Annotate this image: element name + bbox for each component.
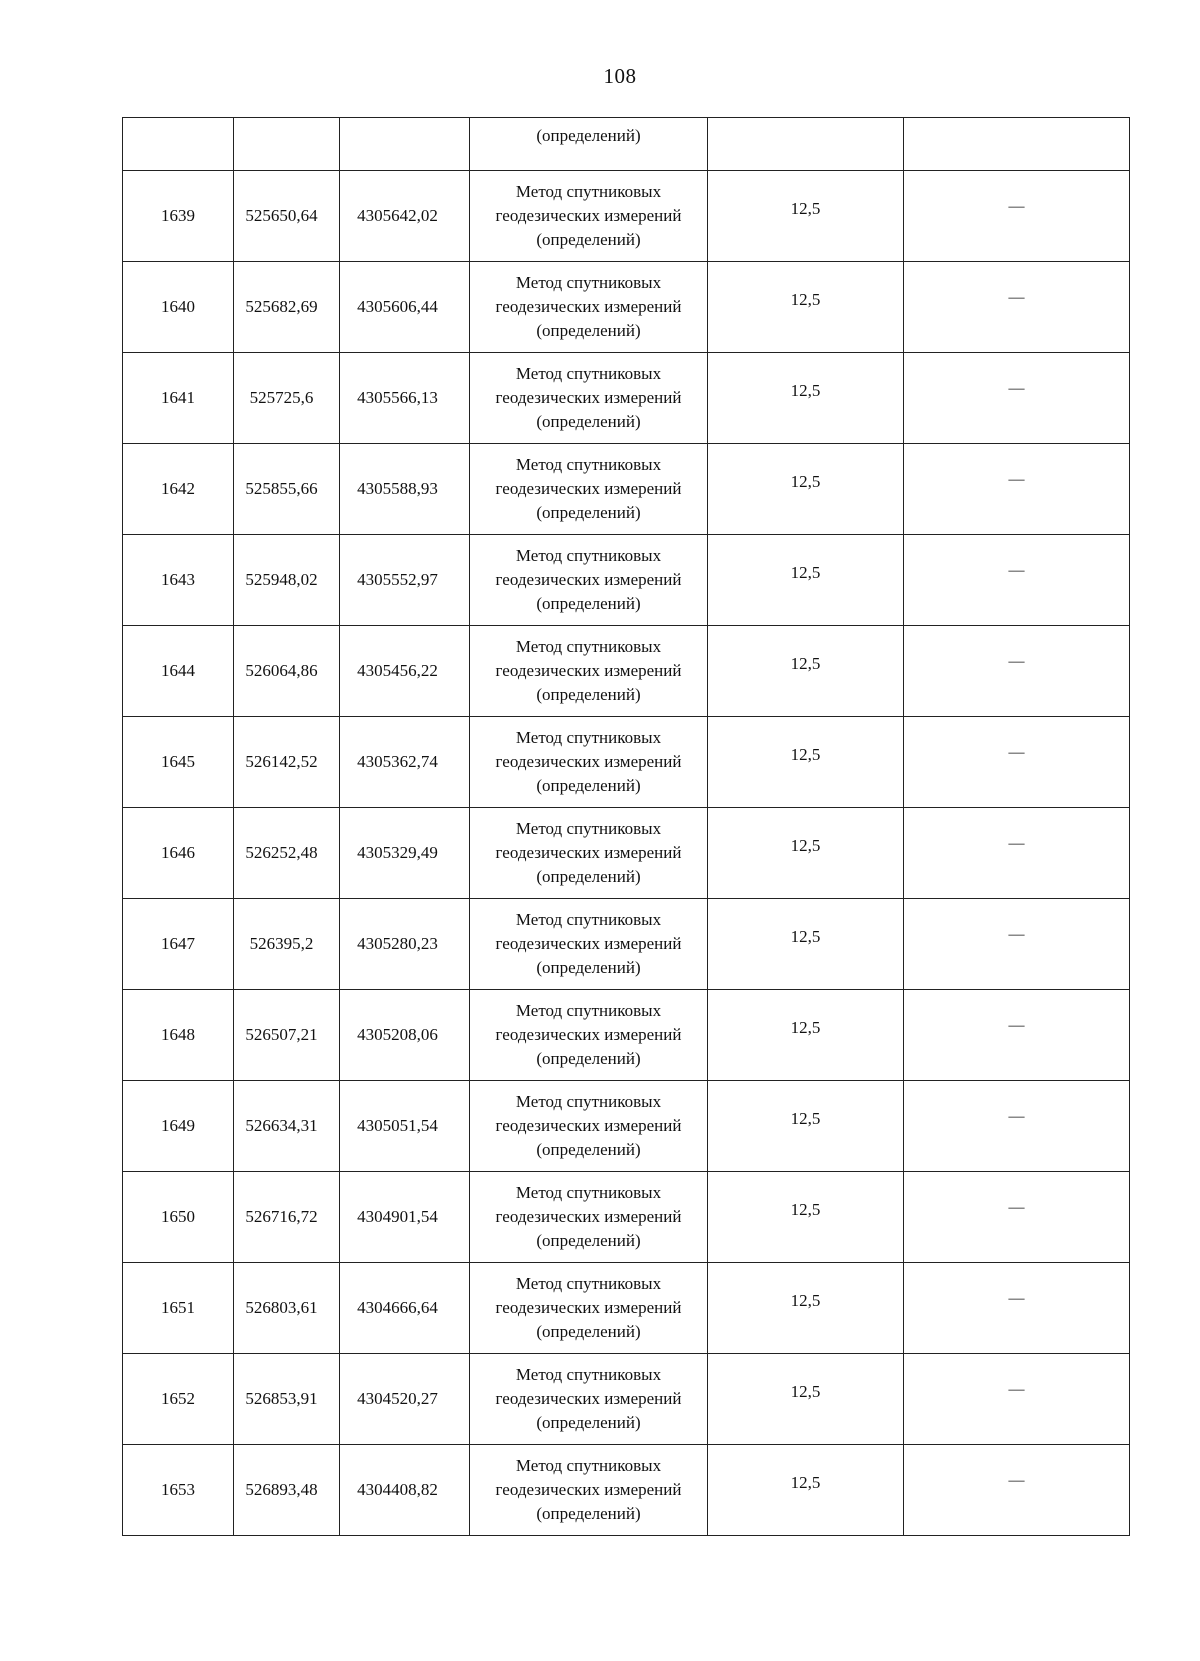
- note-dash: —: [1008, 926, 1025, 943]
- point-number: 1640: [123, 262, 234, 353]
- note-dash: —: [1008, 471, 1025, 488]
- note-value: [904, 171, 1130, 262]
- note-value: [904, 535, 1130, 626]
- method-line: (определений): [536, 321, 641, 340]
- point-number: 1652: [123, 1354, 234, 1445]
- table-row: [123, 717, 1130, 808]
- point-number: 1649: [123, 1081, 234, 1172]
- note-value: [904, 808, 1130, 899]
- method-line: Метод спутниковых: [515, 728, 662, 747]
- coordinate-y: 4305329,49: [340, 808, 470, 899]
- method-line: геодезических измерений: [495, 206, 682, 225]
- note-dash: —: [1008, 380, 1025, 397]
- cell-accuracy: [708, 118, 904, 171]
- method-line: геодезических измерений: [495, 661, 682, 680]
- method-description: [470, 626, 708, 717]
- coordinate-x: 526634,31: [234, 1081, 340, 1172]
- method-line: (определений): [536, 1140, 641, 1159]
- method-line: (определений): [536, 230, 641, 249]
- method-line: Метод спутниковых: [515, 364, 662, 383]
- note-dash: —: [1008, 1381, 1025, 1398]
- coordinate-y: 4305566,13: [340, 353, 470, 444]
- accuracy-value: [708, 444, 904, 535]
- method-description: [470, 535, 708, 626]
- table-row: [123, 262, 1130, 353]
- method-line: Метод спутниковых: [515, 1365, 662, 1384]
- table-row: [123, 1263, 1130, 1354]
- method-line: (определений): [536, 1413, 641, 1432]
- point-number: 1650: [123, 1172, 234, 1263]
- method-description: [470, 353, 708, 444]
- note-dash: —: [1008, 653, 1025, 670]
- accuracy-value: [708, 717, 904, 808]
- point-number: 1641: [123, 353, 234, 444]
- table-row: [123, 1354, 1130, 1445]
- coordinate-y: 4304408,82: [340, 1445, 470, 1536]
- coordinate-y: 4305362,74: [340, 717, 470, 808]
- note-value: [904, 1263, 1130, 1354]
- method-line: (определений): [536, 1049, 641, 1068]
- method-line: (определений): [536, 1504, 641, 1523]
- page-number: 108: [603, 64, 637, 88]
- note-dash: —: [1008, 1199, 1025, 1216]
- note-dash: —: [1008, 744, 1025, 761]
- note-value: [904, 626, 1130, 717]
- coordinate-y: 4304666,64: [340, 1263, 470, 1354]
- note-dash: —: [1008, 1290, 1025, 1307]
- method-description: [470, 808, 708, 899]
- method-description: [470, 171, 708, 262]
- note-dash: —: [1008, 1472, 1025, 1489]
- note-value: [904, 1354, 1130, 1445]
- method-line: Метод спутниковых: [515, 182, 662, 201]
- method-line: (определений): [536, 126, 641, 145]
- table-row: [123, 990, 1130, 1081]
- method-line: (определений): [536, 867, 641, 886]
- note-dash: —: [1008, 289, 1025, 306]
- method-line: (определений): [536, 503, 641, 522]
- accuracy-value: [708, 171, 904, 262]
- method-line: геодезических измерений: [495, 570, 682, 589]
- coordinate-x: 525855,66: [234, 444, 340, 535]
- method-line: геодезических измерений: [495, 1389, 682, 1408]
- point-number: 1645: [123, 717, 234, 808]
- method-line: геодезических измерений: [495, 479, 682, 498]
- method-description: [470, 262, 708, 353]
- note-value: [904, 990, 1130, 1081]
- method-line: геодезических измерений: [495, 388, 682, 407]
- coordinate-x: 526853,91: [234, 1354, 340, 1445]
- point-number: 1647: [123, 899, 234, 990]
- coordinate-x: 526893,48: [234, 1445, 340, 1536]
- method-line: Метод спутниковых: [515, 1274, 662, 1293]
- note-value: [904, 353, 1130, 444]
- method-line: Метод спутниковых: [515, 1092, 662, 1111]
- method-line: Метод спутниковых: [515, 273, 662, 292]
- accuracy-text: 12,5: [790, 472, 821, 491]
- coordinate-y: 4304520,27: [340, 1354, 470, 1445]
- method-line: геодезических измерений: [495, 1298, 682, 1317]
- method-line: геодезических измерений: [495, 752, 682, 771]
- point-number: 1648: [123, 990, 234, 1081]
- accuracy-value: [708, 990, 904, 1081]
- method-description: [470, 899, 708, 990]
- accuracy-value: [708, 1081, 904, 1172]
- note-dash: —: [1008, 1017, 1025, 1034]
- coordinate-y: 4304901,54: [340, 1172, 470, 1263]
- method-description: [470, 1081, 708, 1172]
- point-number: 1651: [123, 1263, 234, 1354]
- method-line: Метод спутниковых: [515, 546, 662, 565]
- coordinate-x: 526064,86: [234, 626, 340, 717]
- table-row: [123, 444, 1130, 535]
- cell-method: [470, 118, 708, 171]
- method-line: геодезических измерений: [495, 1116, 682, 1135]
- note-value: [904, 1172, 1130, 1263]
- method-line: геодезических измерений: [495, 297, 682, 316]
- accuracy-value: [708, 262, 904, 353]
- note-dash: —: [1008, 1108, 1025, 1125]
- accuracy-value: [708, 626, 904, 717]
- cell-x: [234, 118, 340, 171]
- method-line: Метод спутниковых: [515, 637, 662, 656]
- point-number: 1642: [123, 444, 234, 535]
- accuracy-value: [708, 1263, 904, 1354]
- point-number: 1639: [123, 171, 234, 262]
- note-dash: —: [1008, 562, 1025, 579]
- accuracy-text: 12,5: [790, 1200, 821, 1219]
- accuracy-value: [708, 1172, 904, 1263]
- accuracy-text: 12,5: [790, 290, 821, 309]
- method-line: Метод спутниковых: [515, 819, 662, 838]
- note-value: [904, 1445, 1130, 1536]
- method-description: [470, 1445, 708, 1536]
- accuracy-text: 12,5: [790, 836, 821, 855]
- coordinate-x: 525682,69: [234, 262, 340, 353]
- coordinate-y: 4305588,93: [340, 444, 470, 535]
- method-line: геодезических измерений: [495, 843, 682, 862]
- accuracy-text: 12,5: [790, 199, 821, 218]
- table-row: [123, 1172, 1130, 1263]
- method-line: (определений): [536, 412, 641, 431]
- accuracy-value: [708, 1354, 904, 1445]
- method-line: Метод спутниковых: [515, 910, 662, 929]
- cell-y: [340, 118, 470, 171]
- method-line: (определений): [536, 776, 641, 795]
- accuracy-text: 12,5: [790, 654, 821, 673]
- coordinate-x: 525725,6: [234, 353, 340, 444]
- accuracy-text: 12,5: [790, 381, 821, 400]
- table-row: [123, 1081, 1130, 1172]
- method-line: геодезических измерений: [495, 934, 682, 953]
- method-line: геодезических измерений: [495, 1025, 682, 1044]
- coordinate-x: 525948,02: [234, 535, 340, 626]
- coordinate-x: 526507,21: [234, 990, 340, 1081]
- method-line: (определений): [536, 594, 641, 613]
- note-value: [904, 717, 1130, 808]
- coordinate-y: 4305642,02: [340, 171, 470, 262]
- method-line: (определений): [536, 1231, 641, 1250]
- method-line: Метод спутниковых: [515, 1456, 662, 1475]
- accuracy-value: [708, 1445, 904, 1536]
- method-line: (определений): [536, 958, 641, 977]
- note-value: [904, 1081, 1130, 1172]
- note-value: [904, 262, 1130, 353]
- table-row: [123, 1445, 1130, 1536]
- coordinate-y: 4305051,54: [340, 1081, 470, 1172]
- cell-note: [904, 118, 1130, 171]
- table-row: [123, 535, 1130, 626]
- method-description: [470, 717, 708, 808]
- method-description: [470, 1354, 708, 1445]
- method-line: Метод спутниковых: [515, 1001, 662, 1020]
- accuracy-text: 12,5: [790, 1382, 821, 1401]
- accuracy-value: [708, 808, 904, 899]
- coordinates-table-body: [123, 118, 1130, 1536]
- accuracy-value: [708, 535, 904, 626]
- coordinate-x: 526803,61: [234, 1263, 340, 1354]
- method-description: [470, 1263, 708, 1354]
- coordinates-table: [122, 117, 1130, 1536]
- method-line: геодезических измерений: [495, 1207, 682, 1226]
- point-number: 1643: [123, 535, 234, 626]
- accuracy-text: 12,5: [790, 563, 821, 582]
- note-dash: —: [1008, 198, 1025, 215]
- method-line: геодезических измерений: [495, 1480, 682, 1499]
- note-value: [904, 444, 1130, 535]
- table-row: [123, 353, 1130, 444]
- coordinate-y: 4305552,97: [340, 535, 470, 626]
- point-number: 1653: [123, 1445, 234, 1536]
- table-row: [123, 808, 1130, 899]
- method-line: Метод спутниковых: [515, 455, 662, 474]
- accuracy-text: 12,5: [790, 1291, 821, 1310]
- accuracy-text: 12,5: [790, 1018, 821, 1037]
- method-line: Метод спутниковых: [515, 1183, 662, 1202]
- table-row: [123, 171, 1130, 262]
- coordinate-x: 526395,2: [234, 899, 340, 990]
- method-line: (определений): [536, 685, 641, 704]
- accuracy-text: 12,5: [790, 927, 821, 946]
- coordinate-y: 4305280,23: [340, 899, 470, 990]
- coordinate-x: 525650,64: [234, 171, 340, 262]
- note-dash: —: [1008, 835, 1025, 852]
- coordinate-y: 4305606,44: [340, 262, 470, 353]
- accuracy-text: 12,5: [790, 1109, 821, 1128]
- accuracy-text: 12,5: [790, 745, 821, 764]
- method-description: [470, 1172, 708, 1263]
- method-line: (определений): [536, 1322, 641, 1341]
- table-row: [123, 899, 1130, 990]
- table-row: [123, 626, 1130, 717]
- coordinate-x: 526142,52: [234, 717, 340, 808]
- method-description: [470, 444, 708, 535]
- method-description: [470, 990, 708, 1081]
- continuation-row: [123, 118, 1130, 171]
- coordinate-y: 4305456,22: [340, 626, 470, 717]
- point-number: 1646: [123, 808, 234, 899]
- cell-num: [123, 118, 234, 171]
- accuracy-text: 12,5: [790, 1473, 821, 1492]
- accuracy-value: [708, 899, 904, 990]
- coordinate-x: 526716,72: [234, 1172, 340, 1263]
- coordinate-y: 4305208,06: [340, 990, 470, 1081]
- point-number: 1644: [123, 626, 234, 717]
- note-value: [904, 899, 1130, 990]
- accuracy-value: [708, 353, 904, 444]
- coordinate-x: 526252,48: [234, 808, 340, 899]
